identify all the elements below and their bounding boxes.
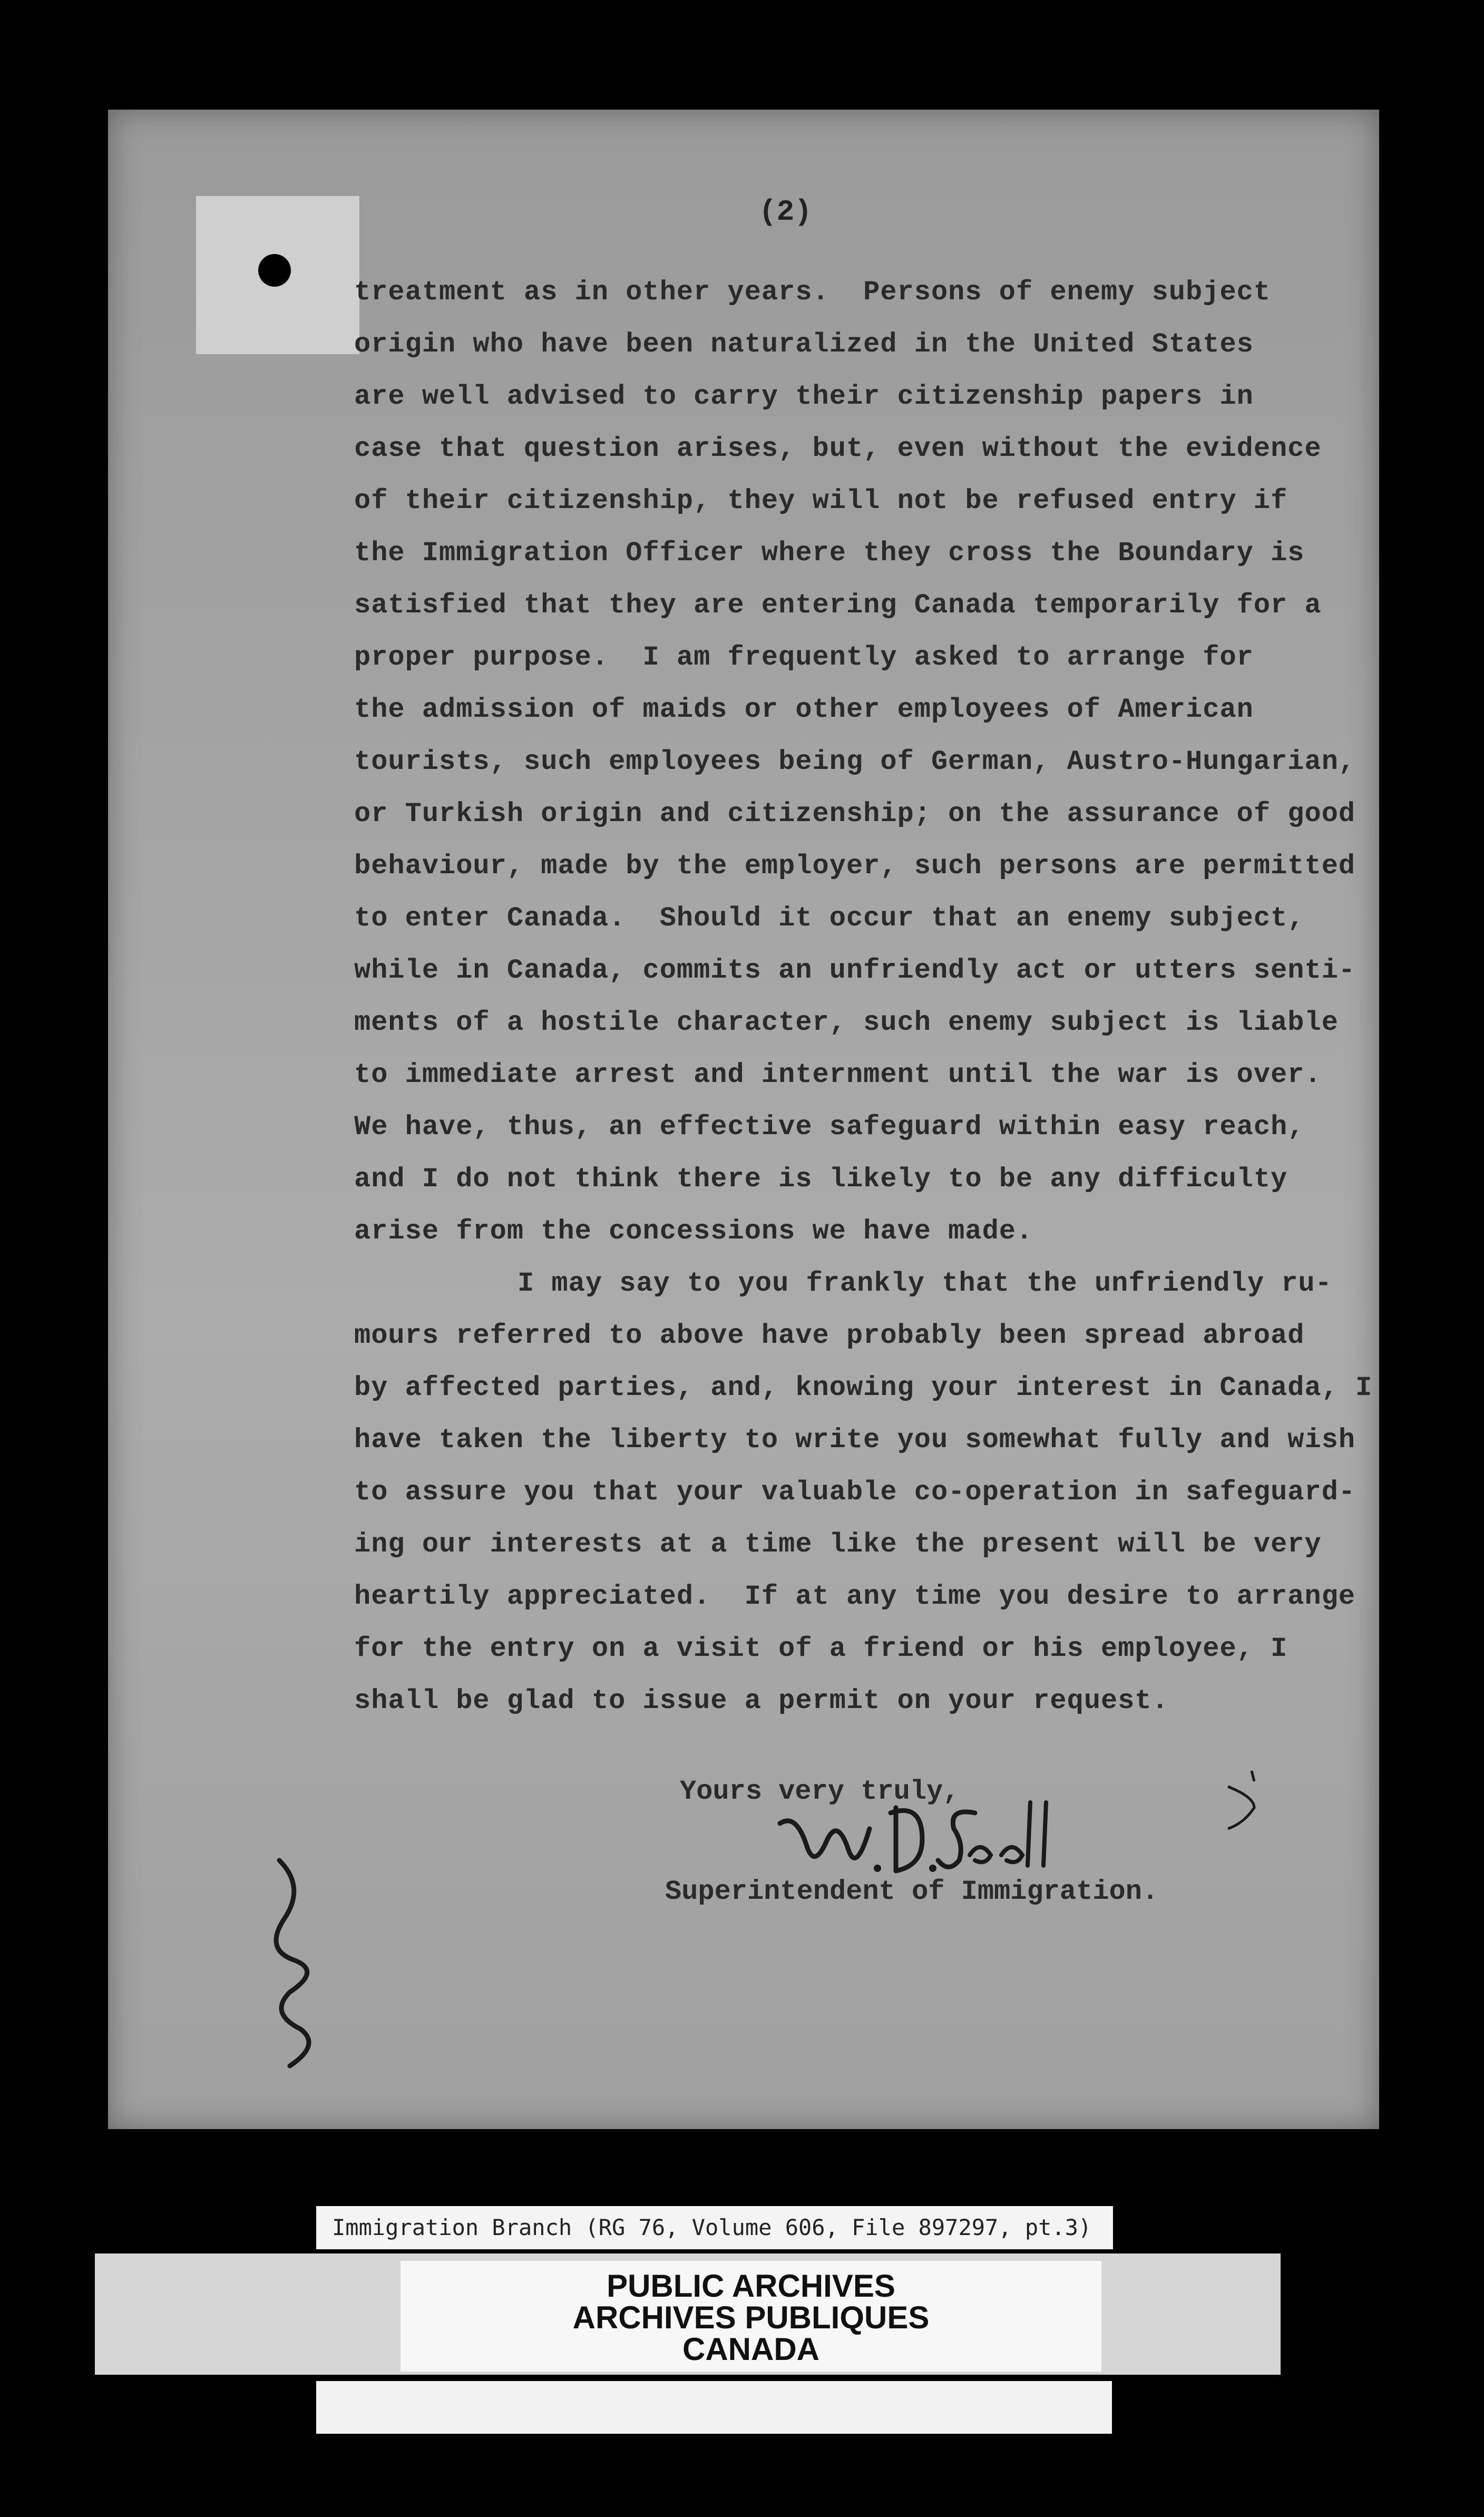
body-line: are well advised to carry their citizenship papers in [354, 381, 1254, 412]
body-line: behaviour, made by the employer, such persons are permitted [354, 851, 1356, 882]
page-number: (2) [759, 195, 812, 229]
body-line: proper purpose. I am frequently asked to arrange for [354, 642, 1254, 673]
stamp-line: ARCHIVES PUBLIQUES [572, 2300, 930, 2335]
body-line: We have, thus, an effective safeguard within easy reach, [354, 1111, 1305, 1143]
body-line: by affected parties, and, knowing your interest in Canada, I [354, 1372, 1373, 1403]
body-line: to immediate arrest and internment until the war is over. [354, 1059, 1322, 1090]
body-line: for the entry on a visit of a friend or his employee, I [354, 1633, 1288, 1664]
body-line: arise from the concessions we have made. [354, 1216, 1033, 1247]
body-line: heartily appreciated. If at any time you desire to arrange [354, 1581, 1356, 1612]
margin-initials [248, 1855, 343, 2076]
body-line: to enter Canada. Should it occur that an enemy subject, [354, 903, 1305, 934]
body-line: shall be glad to issue a permit on your request. [354, 1685, 1169, 1716]
stamp-line: PUBLIC ARCHIVES [607, 2268, 895, 2304]
closing: Yours very truly, [680, 1776, 960, 1807]
body-line: ments of a hostile character, such enemy subject is liable [354, 1007, 1339, 1038]
body-line: origin who have been naturalized in the United States [354, 329, 1254, 360]
body-line: to assure you that your valuable co-operation in safeguard- [354, 1477, 1356, 1508]
body-line: the Immigration Officer where they cross the Boundary is [354, 538, 1305, 569]
body-line: mours referred to above have probably been spread abroad [354, 1320, 1305, 1351]
body-line: treatment as in other years. Persons of enemy subject [354, 277, 1271, 308]
body-line: have taken the liberty to write you somewhat fully and wish [354, 1425, 1356, 1456]
body-line: the admission of maids or other employees of American [354, 694, 1254, 725]
body-line: while in Canada, commits an unfriendly act or utters senti- [354, 955, 1356, 986]
archive-stamp [401, 2261, 1101, 2372]
stamp-line: CANADA [682, 2331, 819, 2367]
body-line: or Turkish origin and citizenship; on the assurance of good [354, 798, 1356, 830]
body-line: and I do not think there is likely to be any difficulty [354, 1164, 1288, 1195]
margin-tick-mark [1223, 1765, 1270, 1834]
body-line: tourists, such employees being of German, Austro-Hungarian, [354, 746, 1356, 777]
blank-label-strip [316, 2381, 1112, 2434]
signatory-title: Superintendent of Immigration. [665, 1876, 1159, 1907]
body-line: ing our interests at a time like the present will be very [354, 1529, 1322, 1560]
reference-label: Immigration Branch (RG 76, Volume 606, File 897297, pt.3) [316, 2206, 1113, 2249]
punch-hole [258, 254, 291, 287]
body-line: of their citizenship, they will not be refused entry if [354, 485, 1288, 516]
body-line: satisfied that they are entering Canada temporarily for a [354, 590, 1322, 621]
body-line: I may say to you frankly that the unfriendly ru- [518, 1268, 1332, 1299]
body-line: case that question arises, but, even without the evidence [354, 433, 1322, 464]
letter-body [354, 266, 1373, 1727]
